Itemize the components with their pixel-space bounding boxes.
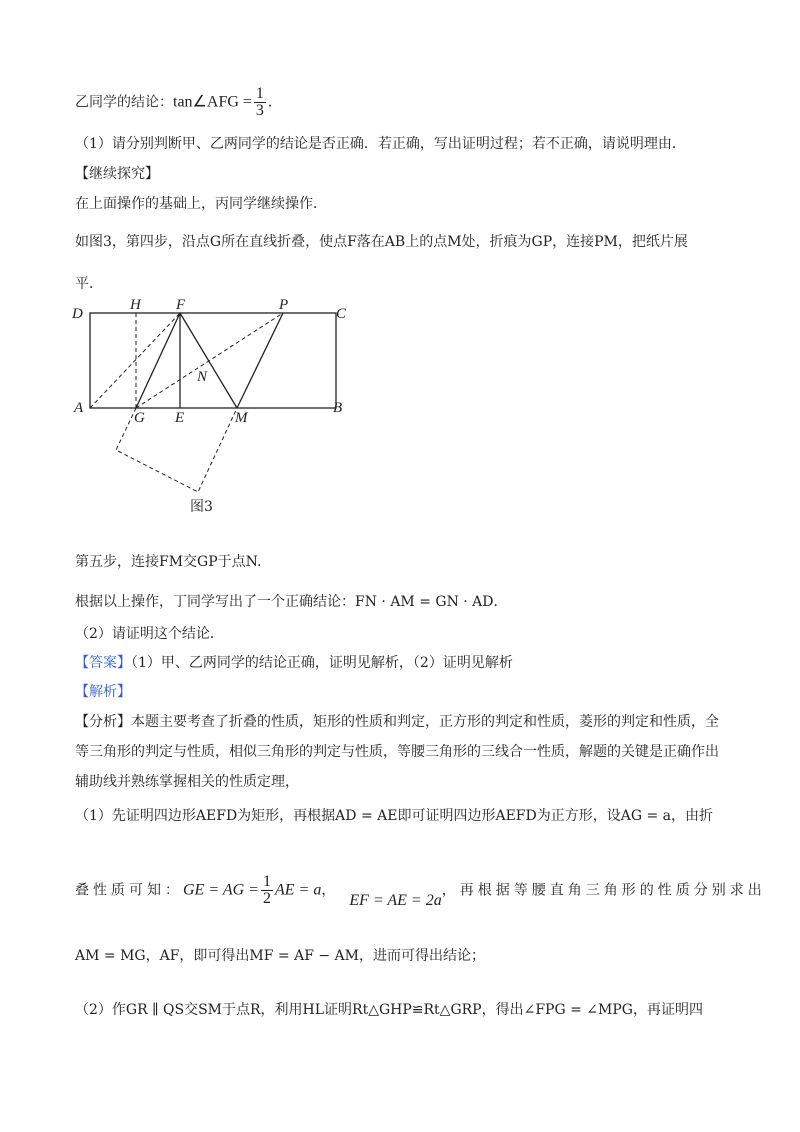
label-m: M	[235, 410, 248, 426]
half-numerator: 1	[262, 873, 271, 890]
tan-denominator: 3	[255, 102, 264, 119]
continue-intro: 在上面操作的基础上，丙同学继续操作．	[75, 196, 327, 212]
figure-caption: 图3	[190, 499, 213, 515]
segment-fm	[180, 313, 237, 408]
label-d: D	[72, 306, 83, 322]
sol1-line2-prefix: 叠性质可知：	[75, 882, 183, 899]
question-2: （2）请证明这个结论．	[75, 626, 224, 642]
analysis-p3: 辅助线并熟练掌握相关的性质定理，	[75, 774, 299, 790]
yi-conclusion: 乙同学的结论：tan∠AFG = $\frac{1}{3}$ ．	[75, 85, 282, 119]
label-e: E	[175, 410, 185, 426]
analysis-p1: 【分析】本题主要考查了折叠的性质，矩形的性质和判定，正方形的判定和性质，菱形的判定和性质，全	[75, 714, 719, 730]
step5: 第五步，连接FM交GP于点N.	[75, 554, 262, 570]
ef-formula: EF = AE = 2a	[349, 891, 442, 909]
tan-fraction	[254, 86, 266, 119]
label-c: C	[336, 306, 347, 322]
label-b: B	[333, 400, 343, 416]
yi-conclusion-label: 乙同学的结论：	[75, 94, 173, 111]
segment-fg	[136, 313, 180, 408]
section-continue-heading: 【继续探究】	[75, 166, 159, 182]
question-1: （1）请分别判断甲、乙两同学的结论是否正确．若正确，写出证明过程；若不正确，请说明理由．	[75, 136, 686, 152]
answer-tag: 【答案】	[75, 655, 131, 671]
solution1-line3: AM = MG，AF，即可得出MF = AF − AM，进而可得出结论；	[75, 948, 485, 964]
label-h: H	[130, 298, 141, 313]
half-fraction	[261, 874, 273, 907]
sol1-line2-suffix: ，再根据等腰直角三角形的性质分别求出	[441, 882, 766, 899]
figure-3	[70, 298, 370, 523]
ding-conclusion: 根据以上操作，丁同学写出了一个正确结论：FN · AM = GN · AD．	[75, 594, 508, 610]
answer-line	[75, 653, 513, 673]
ge-tail: AE = a	[274, 881, 322, 899]
label-a: A	[74, 400, 84, 416]
label-n: N	[197, 369, 208, 385]
ge-formula: GE = AG =	[183, 881, 259, 899]
dashed-af	[90, 313, 180, 408]
rectangle-abcd	[90, 313, 336, 408]
solution1-line2: 叠性质可知：GE = AG = $\frac{1}{2}$ AE = a，EF = AE = 2a，再根据等腰直角三角形的性质分别求出	[75, 873, 766, 909]
label-p: P	[279, 298, 289, 313]
tan-numerator: 1	[255, 85, 264, 102]
step4-line1: 如图3，第四步，沿点G所在直线折叠，使点F落在AB上的点M处，折痕为GP，连接PM，把纸片展	[75, 234, 688, 250]
solution1-line1: （1）先证明四边形AEFD为矩形，再根据AD = AE即可证明四边形AEFD为正方形，设AG = a，由折	[75, 808, 714, 824]
segment-pm	[237, 313, 283, 408]
tan-formula: tan∠AFG =	[173, 93, 252, 111]
half-denominator: 2	[262, 890, 271, 907]
solution2-line1: （2）作GR ∥ QS交SM于点R，利用HL证明Rt△GHP≌Rt△GRP，得出∠FPG = ∠MPG，再证明四	[75, 1002, 703, 1018]
analysis-tag: 【解析】	[75, 684, 131, 700]
step4-line2: 平．	[75, 276, 103, 292]
analysis-p2: 等三角形的判定与性质，相似三角形的判定与性质，等腰三角形的三线合一性质，解题的关键是正确作出	[75, 744, 719, 760]
label-g: G	[134, 410, 145, 426]
answer-text: （1）甲、乙两同学的结论正确，证明见解析，（2）证明见解析	[131, 655, 513, 671]
label-f: F	[176, 298, 186, 313]
